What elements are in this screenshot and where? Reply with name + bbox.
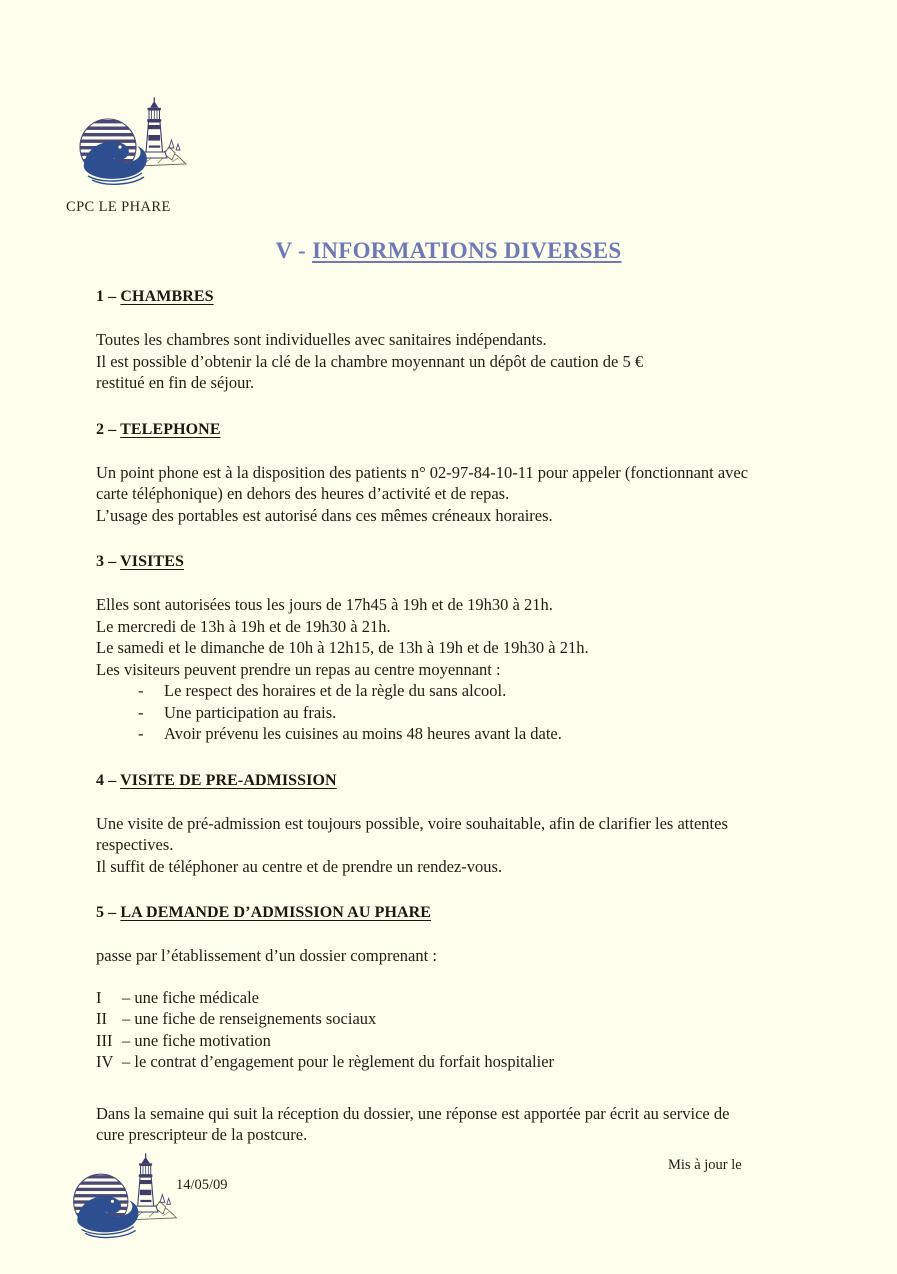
visites-conditions-list: [96, 680, 841, 745]
list-item: [96, 987, 841, 1009]
section-number: 2 –: [96, 420, 121, 438]
lighthouse-logo-icon: [68, 92, 200, 192]
list-item-numeral: III: [96, 1030, 113, 1050]
section-line: Elles sont autorisées tous les jours de 17h45 à 19h et de 19h30 à 21h.: [96, 595, 553, 614]
footer-date: 14/05/09: [176, 1177, 228, 1193]
bullet-marker: -: [138, 681, 144, 700]
section-demande-admission: [96, 904, 841, 1146]
list-item: [96, 1008, 841, 1030]
section-number: 1 –: [96, 288, 121, 305]
list-item-label: Une participation au frais.: [164, 702, 337, 722]
section-number: 5 –: [96, 904, 121, 921]
list-item-label: Le respect des horaires et de la règle du sans alcool.: [164, 681, 507, 700]
list-item-label: Avoir prévenu les cuisines au moins 48 heures avant la date.: [164, 724, 562, 743]
section-line: Dans la semaine qui suit la réception du dossier, une réponse est apportée par écrit au service de: [96, 1103, 730, 1123]
section-line: Toutes les chambres sont individuelles avec sanitaires indépendants.: [96, 330, 547, 349]
section-line: Les visiteurs peuvent prendre un repas au centre moyennant :: [96, 659, 501, 679]
section-telephone: [96, 421, 841, 527]
section-line: L’usage des portables est autorisé dans ces mêmes créneaux horaires.: [96, 505, 553, 525]
list-item-label: – une fiche médicale: [122, 987, 259, 1007]
section-visite-pre-admission: [96, 772, 841, 878]
page-title-text: INFORMATIONS DIVERSES: [312, 238, 622, 263]
section-heading: [96, 421, 841, 439]
list-item-numeral: I: [96, 987, 102, 1007]
lighthouse-logo-icon: [62, 1148, 180, 1274]
section-line: Il suffit de téléphoner au centre et de prendre un rendez-vous.: [96, 856, 503, 876]
section-heading-text: VISITES: [120, 553, 184, 570]
section-heading: [96, 553, 841, 571]
list-item-numeral: IV: [96, 1052, 114, 1071]
page-title-number: V -: [275, 238, 313, 263]
document-body: [96, 288, 841, 1146]
section-number: 3 –: [96, 553, 121, 570]
section-number: 4 –: [96, 771, 121, 789]
section-line: Un point phone est à la disposition des patients n° 02-97-84-10-11 pour appeler (fonctionnant avec: [96, 462, 749, 482]
list-item: [96, 702, 841, 724]
section-line: Il est possible d’obtenir la clé de la chambre moyennant un dépôt de caution de 5 €: [96, 351, 644, 371]
section-line: cure prescripteur de la postcure.: [96, 1125, 308, 1144]
organization-name: CPC LE PHARE: [66, 199, 171, 215]
section-heading: [96, 904, 841, 922]
section-heading: [96, 288, 841, 306]
section-line: passe par l’établissement d’un dossier comprenant :: [96, 946, 437, 965]
list-item: [96, 680, 841, 702]
section-chambres: [96, 288, 841, 394]
bullet-marker: -: [138, 702, 144, 722]
list-item: [96, 1051, 841, 1073]
section-heading-text: VISITE DE PRE-ADMISSION: [120, 771, 337, 789]
section-heading: [96, 772, 841, 790]
list-item: [96, 1030, 841, 1052]
list-item-label: – une fiche motivation: [122, 1030, 271, 1050]
section-line: Le samedi et le dimanche de 10h à 12h15, de 13h à 19h et de 19h30 à 21h.: [96, 638, 589, 657]
section-line: Une visite de pré-admission est toujours possible, voire souhaitable, afin de clarifier les attentes: [96, 813, 728, 833]
section-line: respectives.: [96, 835, 174, 854]
section-heading-text: LA DEMANDE D’ADMISSION AU PHARE: [120, 904, 432, 921]
dossier-items-list: [96, 987, 841, 1073]
list-item: [96, 723, 841, 745]
footer-updated-label: Mis à jour le: [668, 1157, 742, 1173]
bullet-marker: -: [138, 724, 144, 743]
section-heading-text: TELEPHONE: [120, 420, 221, 438]
section-line: restitué en fin de séjour.: [96, 373, 255, 392]
list-item-label: – une fiche de renseignements sociaux: [122, 1009, 377, 1028]
list-item-numeral: II: [96, 1009, 107, 1028]
section-line: carte téléphonique) en dehors des heures d’activité et de repas.: [96, 484, 510, 503]
list-item-label: – le contrat d’engagement pour le règlement du forfait hospitalier: [122, 1052, 555, 1071]
page-title: [0, 238, 897, 264]
section-visites: [96, 553, 841, 745]
section-heading-text: CHAMBRES: [120, 288, 214, 305]
section-line: Le mercredi de 13h à 19h et de 19h30 à 21h.: [96, 616, 391, 636]
